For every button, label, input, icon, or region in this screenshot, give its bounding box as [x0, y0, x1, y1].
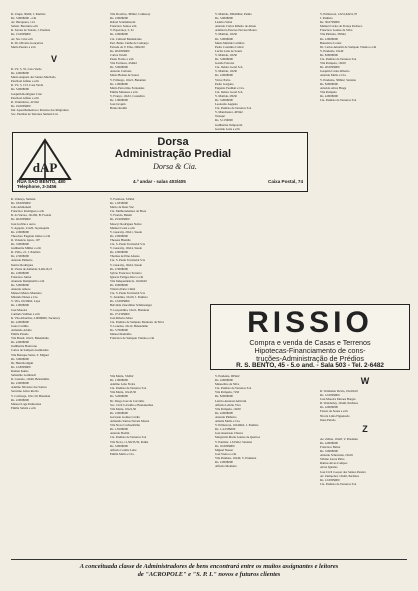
list-item: V. Matilde, 28s50 [215, 93, 237, 98]
list-item: Antonio Carbone [110, 69, 132, 74]
column-lower-left [11, 197, 101, 554]
ad-address: RUA SÃO BENTO, 480 [17, 179, 66, 184]
list-item: Maria Patrocinio Fernandes [110, 85, 145, 90]
rissio-address: R. S. BENTO, 45 - 5.o and. - Sala 503 - Tel. 2-6482 [236, 362, 384, 369]
list-item: Carmela Vollmer e e/m [11, 311, 40, 316]
list-item: Adalberto Esteves Novaes Moura [215, 28, 257, 33]
list-item: Alfredo Monteiro [215, 464, 237, 469]
list-item: Rs. 8.000$000 [320, 52, 338, 57]
list-item: Vittoria Ilario Cimal [110, 287, 136, 292]
list-item: Margarida Maria Gomes de Queiroz [215, 435, 260, 440]
list-item: Rs. 2.000$000 [320, 36, 338, 41]
list-item: Alfredo Lebrão Viva [215, 402, 241, 407]
list-item: Antonio Amore [11, 287, 31, 292]
list-item: Rs. 19.000$000 [11, 103, 31, 108]
list-item: Rs. 2.000$000 [110, 233, 128, 238]
list-item: Rs. 1.000$000 [110, 81, 128, 86]
list-item: V. Prudente, 10s40 [320, 48, 344, 53]
dorsa-advertisement [12, 132, 308, 192]
list-item: Rs. 4.000$000 [11, 71, 29, 76]
ad-phone: Telephone, 3-3456 [17, 184, 57, 190]
list-item: V. Matilde, 10s50 [215, 52, 237, 57]
list-item: Carlos de Sampaio Guimarães [11, 348, 49, 353]
list-item: Manoel Mauro Monteiro [11, 291, 42, 296]
list-item: Leticia Anastasi Antivani [215, 398, 247, 403]
list-item: Antonio Bodini [110, 431, 130, 436]
list-item: Rs. 18.000$000 [11, 201, 31, 206]
list-item: Vila Pirituba, 350m2 [320, 32, 346, 37]
list-item: Leonardo Augusto [215, 102, 238, 107]
list-item: Rs. 2.000$000 [215, 459, 233, 464]
footer-line-1: A conceituada classe de Administradores de bens encontrará entre os muitos assignantes e leitores [79, 563, 339, 570]
list-item: Rs. 25.000$000 [110, 217, 130, 222]
logo-text: dAP [32, 160, 58, 175]
list-item: Rs. 5.000$000 [215, 57, 233, 62]
list-item: Rs. 12.000$000 [320, 393, 340, 398]
list-item: Rs. 5.000$000 [11, 282, 29, 287]
rissio-brand: RISSIO [247, 306, 373, 339]
list-item: R. Vd. 5, 153, Casa Verde [11, 83, 44, 88]
list-item: V. Friburgo, 10s21, Butantan [110, 77, 146, 82]
column-lower-middle [110, 197, 200, 341]
list-item: Rs. 40.000$000 [11, 217, 31, 222]
list-item: José Ribeiro Mota [110, 315, 133, 320]
column-upper-right [320, 12, 410, 262]
list-item: Rs. 1.810$000 [110, 427, 128, 432]
list-item: V. Matilde, 300s60m2, Penha [215, 12, 252, 16]
list-items [320, 437, 410, 486]
list-item: Cia. S. Paulo Territorial S/A [110, 291, 145, 296]
list-item: Francisco Rodrigues e e/m [11, 209, 45, 214]
list-item: Rs. 2.500$000 [110, 266, 128, 271]
list-item: V. Fiorida, Belém [110, 213, 132, 218]
list-item: Jesus Carrilho [11, 323, 29, 328]
list-item: Vila Pendura, 10x40, V. Prudente [215, 455, 257, 460]
list-item: Rs. 20.000$000 [320, 65, 340, 70]
list-item: V. Prudente, 300m2, Santana [320, 77, 356, 82]
list-item: Miguel Nasser [215, 447, 234, 452]
list-item: Francisco Baltar [320, 444, 341, 449]
ad-caixa-postal: Caixa Postal, 74 [268, 179, 303, 184]
list-item: Soc. Civil Carvalho e Bassanezhas [110, 402, 154, 407]
list-item: Vila Pompéia [320, 89, 337, 94]
list-item: Rs. 5.115$000 [215, 118, 233, 123]
list-item: João Ammanetti [11, 205, 32, 210]
list-item: Antonio Carlos Ribeiro de Abreu [215, 24, 257, 29]
list-item: Mario de Deus Vaz [110, 205, 134, 210]
list-item: V. Matilde, 10s30 [215, 69, 237, 74]
list-item: Geraldo Leite e e/m [215, 126, 240, 131]
list-item: Atanazio Rampinelli e e/m [11, 278, 45, 283]
list-item: Rafael Sciammaroni [110, 20, 136, 25]
list-item: Rs. 12.800$000 [11, 364, 31, 369]
ad-company-name: Dorsa & Cia. [153, 162, 197, 171]
list-item: V. Paulista, 1.615m2, Santana [215, 439, 252, 444]
list-item: Carlos Vareth [110, 52, 127, 57]
list-item: José Civil Cooper dos Santos Pereira [320, 469, 366, 474]
list-item: Rs. 4.000$000 [215, 378, 233, 383]
list-item: Fausto de Sousa e e/m [320, 409, 348, 414]
list-item: Soc. Paulista de Terrenos Sumaré Ltd. [11, 112, 59, 117]
list-item: Emilia Mello e Cia. [110, 451, 135, 456]
list-item: Rs. 2.500$000 [11, 254, 29, 259]
list-item: Antonio Mello e Cia. [320, 73, 347, 78]
list-item: Tatuapé [215, 114, 225, 119]
rissio-line-2: Hipotecas-Financiamento de cons- [254, 346, 366, 355]
list-item: Rs. 1.935$000 [110, 201, 128, 206]
rissio-advertisement [210, 304, 410, 370]
list-item: Alves Iglesias [320, 465, 338, 470]
list-item: José Anastasio Chaves [215, 431, 244, 436]
list-item: Maria Pereira e e/m [11, 44, 36, 49]
list-item: Irene Paixão [320, 417, 336, 422]
list-item: Rs. 3.600$000 [215, 16, 233, 21]
list-item: Rs. 2.000$000 [110, 250, 128, 255]
list-item: V. Agapito, 21s20, Jaçanaquila [11, 225, 50, 230]
column-right-middle-lower [215, 374, 310, 554]
list-item: R. Caetano, 10s40, Belenzinho [11, 377, 50, 382]
list-item: Guilherme Temporani [215, 122, 243, 127]
list-item: Rs. 12.000$000 [110, 299, 130, 304]
list-item: Vila Buarque Santa, S. Miguel [11, 352, 49, 357]
list-item: Cia. Melhoramentos de Boaz [110, 209, 147, 214]
list-item: Rs. 1.900$000 [110, 97, 128, 102]
list-item: Dr. Carlos Amorim de Sampaio Vianna e e/m [320, 44, 377, 49]
list-item: Silvino Lucas Pinto [320, 457, 345, 462]
list-item: Vila Formosa, 454m2 [110, 61, 137, 66]
list-item: Cia. Indust. Geral S/A [215, 89, 243, 94]
list-item: Av. Ibirapuera, 114 [11, 20, 35, 25]
list-item: Pedro Gargano [215, 81, 234, 86]
list-item: Estrada de V. Ema, 200s100 [110, 44, 145, 49]
list-item: Rs. 5.700$000 [110, 328, 128, 332]
column-right-lower [320, 374, 410, 554]
list-item: Manoelino da Silva [215, 382, 240, 387]
list-item: Dr. Hein Rodiguit [11, 360, 34, 365]
list-item: Rs. 2.000$000 [215, 73, 233, 78]
list-item: Nicola Lima Figueiredo [320, 413, 350, 418]
list-item: Vila Nova, 11,50s33,50, Penha [110, 439, 149, 444]
list-item: V. Primavera, 10x40m2, J. Paulista [215, 423, 259, 428]
list-item: Antonio Schewnen, 10x45 [320, 453, 353, 458]
footer-notice [11, 563, 407, 579]
list-item: Rs. 8.000$000 [320, 81, 338, 86]
list-item: Vila Pompéia, 7s50 [215, 390, 240, 395]
list-item: Rs. 9.000$000 [110, 282, 128, 287]
list-item: José Galvão e outro [11, 221, 36, 226]
footer-rule [11, 559, 407, 560]
list-item: V. Vila, 10s30m2, Lapa [11, 299, 41, 304]
list-item: Vila Independencia, 10,60s20 [110, 278, 147, 283]
list-item: Francisco Junior [11, 274, 32, 279]
list-item: Cia. Paulista de Terrenos S/A [320, 57, 357, 62]
list-items [11, 67, 97, 116]
column-upper-right-middle [215, 12, 307, 132]
list-item: Rs. 3.000$000 [215, 97, 233, 102]
list-item: Ramos Alves Campos [320, 461, 348, 466]
list-item: V. Matilde, 10s50 [215, 32, 237, 37]
list-item: R. Vieira de Almeida, 9,40s10,15 [11, 266, 53, 271]
list-item: Pedro Coutinho Cabral [215, 44, 244, 49]
list-item: V. Guarany, 10s24, Saude [110, 262, 142, 267]
list-item: Armando Santos Novais Moura [110, 419, 150, 424]
list-item: Rs. 2.000$000 [11, 270, 29, 275]
list-item: Cia. S. Paulo Territorial S/A [110, 258, 145, 263]
list-item: R. Valença, Sumaré [11, 197, 36, 201]
list-item: Rs. 3.000$000 [11, 242, 29, 247]
list-item: Vila Doralice, 300m2, Canhoery [110, 12, 151, 16]
list-item: Francisco Santos e/m [110, 24, 137, 29]
list-item: Bruno Rodini [110, 106, 127, 111]
list-item: Rs. 12.000$000 [320, 477, 340, 482]
list-item: Dr. Diogo José de Carvalho [110, 398, 145, 403]
list-item: Emilia Menezes e e/m [110, 89, 138, 94]
column-upper-middle [110, 12, 200, 132]
list-item: Sebast. Bevenuto e/m [11, 24, 38, 29]
list-item: Cia. Paulista de Terrenos S/A [215, 106, 252, 111]
list-item: Rs. 15.000$000 [11, 32, 31, 37]
list-item: Adelino Leão Freire [110, 382, 136, 387]
list-item: Irenice Rodrigues [11, 262, 34, 267]
list-item: V. Guarany, 10s24, Saude [110, 246, 142, 251]
list-item: J. Paulista [320, 16, 333, 21]
list-item: Severino Alves Rocha [11, 389, 39, 394]
list-item: Alfredo Coelho Leite [110, 447, 137, 452]
list-item: V. Cavinoga, 10s1,50, Butantan [11, 393, 51, 398]
list-item: V. Prudente, 965m2 [215, 374, 240, 378]
section-letter-w: W [360, 376, 370, 386]
list-item: Rs. 8.000$000 [215, 394, 233, 399]
list-item: Manoel Lage Damorena [11, 401, 42, 406]
section-letter-v: V [50, 54, 57, 64]
list-item: Cia. Paulista de Sampaio Monteiro da Silva [110, 319, 165, 324]
list-item: V. Guarany, 20s21, Saude [110, 229, 142, 234]
rissio-line-1: Compra e venda de Casas e Terrenos [249, 338, 371, 347]
list-item: Rs. 4.000$000 [320, 440, 338, 445]
list-item: Vila Pompeia, 10s50 [320, 61, 346, 66]
list-item: Ignacio Felippe Kirz e e/m [110, 274, 144, 279]
list-item: Arnoldo Alves Braga [320, 85, 347, 90]
list-item: Joaquim Rodrigues Cruz [11, 91, 42, 96]
list-item: Maria Augusta dos Santos Machado [11, 75, 56, 80]
column-upper-left [11, 12, 97, 52]
section-letter-z: Z [362, 423, 368, 434]
list-item: Paschoal Alfano e e/m [11, 95, 39, 100]
list-item: R. Venancio Ayres, 107 [11, 237, 40, 242]
list-item: Belvinda Zsaramber Schmaeziger [110, 303, 152, 308]
list-item: Pert. Bento Cunha de Camargo [110, 40, 149, 45]
list-item: Maria Matilde Coimbra [215, 40, 245, 45]
list-item: R. Wanderley, 10x40, Perdizes [320, 401, 358, 406]
list-item: Romeu Kunss [11, 368, 29, 373]
list-item: José Vieira e e/m [215, 451, 237, 456]
rissio-line-3: truções-Administração de Prédios [256, 354, 364, 363]
list-item: Rs. 2.000$000 [11, 381, 29, 386]
list-item: V. Manchester, 405m2 [215, 110, 243, 115]
list-item: Rs. 5.000$000 [11, 87, 29, 92]
list-item: Vila Nova Cachoeirinha [110, 423, 140, 428]
list-item: Cia. Cultural Bandeirante [110, 36, 142, 41]
list-item: Cia. Paulista de Terrenos S/A [110, 435, 147, 440]
list-item: Cia. Paulista de Terrenos S/A [320, 481, 357, 486]
list-item: V. Leopoldina, 10s21, Butantan [110, 307, 150, 312]
list-item: Vila Maria, 10s45,50 [110, 390, 137, 395]
list-item: V. Lourdes, 10s12, Belenzinho [110, 323, 149, 328]
list-item: Eugenio Faulhari e Cia. [215, 85, 245, 90]
list-item: R. da Varzea, 10s160, B. Fronda [11, 213, 52, 218]
list-item: Av. Zumpobel, 10x40, Perdizes [320, 473, 359, 478]
list-item: Gervasio Gomes Cardia [110, 414, 140, 419]
list-item: Manuel Costa e e/m [110, 225, 135, 230]
list-item: José Moreira [11, 307, 28, 312]
list-item: José Jacquin [110, 102, 126, 107]
list-item: Francisco Gomes da Silva [320, 28, 353, 33]
list-item: Moacyr Rodrigues Nobre [110, 221, 142, 226]
list-item: Vila Brasil, 10s21, Belenzinho [11, 336, 49, 341]
list-item: Rs. 2.000$000 [110, 32, 128, 37]
list-item: Rs. 2.000$000 [11, 229, 29, 234]
list-item: Vila Maria, 532m2 [110, 374, 134, 378]
ad-floor: 4.º andar - salas 403/405 [133, 179, 186, 184]
list-item: Emilia Sabala e e/m [11, 405, 36, 410]
list-item: Sylvio Francisco Ferreira [110, 270, 142, 275]
list-item: Manoel Ramalho [110, 332, 132, 337]
list-item: Rs. 3.000$000 [11, 356, 29, 361]
list-item: Rs. 4.000$000 [320, 93, 338, 98]
list-item: Armando Adalio [11, 328, 32, 332]
list-item: Paschoal Alfano e e/m [11, 79, 39, 84]
list-item: Maria Helena de Souza [110, 73, 139, 78]
list-item: Rs. 1.000$000 [110, 378, 128, 383]
column-middle-lower [110, 374, 205, 554]
list-item: R. Vila Albertina, 2.000$000, Tucuruvy [11, 315, 61, 320]
list-item: R. Urupé, 30s60, J. Paulista [11, 12, 46, 16]
list-item: Amelia Mello e Cia. [215, 419, 241, 424]
list-item: Rs. 3.000$000 [320, 449, 338, 454]
list-item: Antonio Pinheiro [11, 258, 33, 263]
list-item: Ladeira Sabia [215, 20, 233, 25]
list-item: Cia. Paulista de Terrenos S/A [320, 97, 357, 102]
list-item: V. França, 10s32, Carandiru [110, 93, 145, 98]
list-item: Cia. Paulista de Terrenos S/A [110, 386, 147, 391]
list-item: Adelino Silvestre dos Santos [11, 385, 47, 390]
list-item: Rs. 2.000$000 [110, 16, 128, 21]
list-item: V. Jardelina, 10s20, J. Paulista [110, 295, 148, 300]
dap-logo [18, 139, 72, 181]
list-item: Francisca de Sampaio Vianna e e/m [110, 336, 155, 341]
list-item: Rs. 1.000$000 [11, 303, 29, 308]
list-item: Rs. 1.4.233$000 [215, 427, 236, 432]
list-item: Manuel Carlos de França Pacheco [320, 24, 363, 29]
list-item: Rs. 3.200$000 [110, 394, 128, 399]
list-item: Rs. 5.000$000 - e/m [11, 16, 37, 21]
list-item: R. Dr. Oliveira Gonçalves [11, 40, 44, 45]
list-item: Paulo Freixo e e/m [110, 57, 134, 62]
list-item: V. Formosa, 543m2 [110, 197, 135, 201]
list-item: V. Esperança, 5, 61 [110, 28, 134, 33]
list-item: Guilherme Bonicone [11, 344, 37, 349]
list-item: Sebastião Lombardi [11, 373, 36, 378]
list-item: Joaquim Carlos Ribeiro [320, 69, 350, 74]
list-item: R. Xavier de Toledo, J. Paulista [11, 28, 51, 33]
list-item: Vila Pompéia, 10s50 [215, 406, 241, 411]
ad-title-line-2: Administração Predial [114, 148, 232, 160]
list-item: Cia. Indust. Geral S/A [215, 65, 243, 70]
list-item: Rs. 3.000$000 [110, 443, 128, 448]
list-item: Rs. 5.000$000 [110, 65, 128, 70]
list-item: Vila Maria, 10s21,50 [110, 406, 137, 411]
list-item: Victor Paiva [215, 77, 231, 82]
ad-address-block [17, 179, 66, 190]
list-item: Rs. 2.000$000 [110, 410, 128, 415]
list-item: Emilia Patudo [11, 332, 29, 337]
list-item: Rs. 10.000$000 [215, 443, 235, 448]
list-item: Rs. 4.000$000 [11, 340, 29, 345]
list-item: Rs. 40.000$000 [110, 48, 130, 53]
list-item: Antonio Pinheiro [215, 414, 237, 419]
list-item: Rs. 4.000$000 [215, 410, 233, 415]
list-item: Rs. 27.230$000 [110, 311, 130, 316]
list-item: Lucila Leite de Souza [215, 48, 243, 53]
list-item: Thomas de Pina Afonso [110, 254, 140, 259]
list-item: Guilherme Müller e e/m [11, 246, 41, 251]
list-item: Benedicta Cortez [320, 40, 342, 45]
list-items [320, 389, 410, 422]
list-item: Ind. Aparelhamentos e Pesados dos Imigrantes [11, 107, 69, 112]
list-item: Rs. 30.070$000 [320, 20, 340, 25]
column-upper-left-v [11, 52, 97, 132]
footer-line-2: de "ACROPOLE" e "S. P. I." novos e futuros clientes [137, 571, 281, 578]
list-item: Miranda Nunes e Cia. [11, 295, 39, 300]
list-item: Gastão Ferreira [215, 61, 235, 66]
list-item: Theseus Hiemhs [110, 237, 131, 242]
list-item: Rs. 4.000$000 [320, 405, 338, 410]
list-item: Cia. S. Paulo Territorial S/A [110, 242, 145, 247]
list-item: Rs. 4.000$000 [11, 319, 29, 324]
list-item: R. Waldemar Devla, 10x20s10 [320, 389, 358, 393]
list-item: R. Vd. 5, 55, Casa Verde [11, 67, 42, 71]
list-item: Theodoro Eugenio Junior e e/m [11, 233, 51, 238]
list-item: V. Primavera, 12s51,64s51,70 [320, 12, 358, 16]
list-item: José Moreira Moraes Borges [320, 397, 356, 402]
list-item: Rs. 5.000$000 [215, 36, 233, 41]
list-item: R. Voluntários, 415m2 [11, 99, 39, 104]
list-item: R. Vidro, 21, J. Paulista [11, 250, 41, 255]
list-item: Av. Sta. Cruz e/m [11, 36, 33, 41]
ad-title-line-1: Dorsa [157, 136, 189, 148]
list-item: Az. Zelina, 10s20, V. Prudente [320, 436, 358, 441]
list-item: Cia. Paulista de Terrenos S/A [215, 386, 252, 391]
list-item: Rs. 2.000$000 [11, 397, 29, 402]
